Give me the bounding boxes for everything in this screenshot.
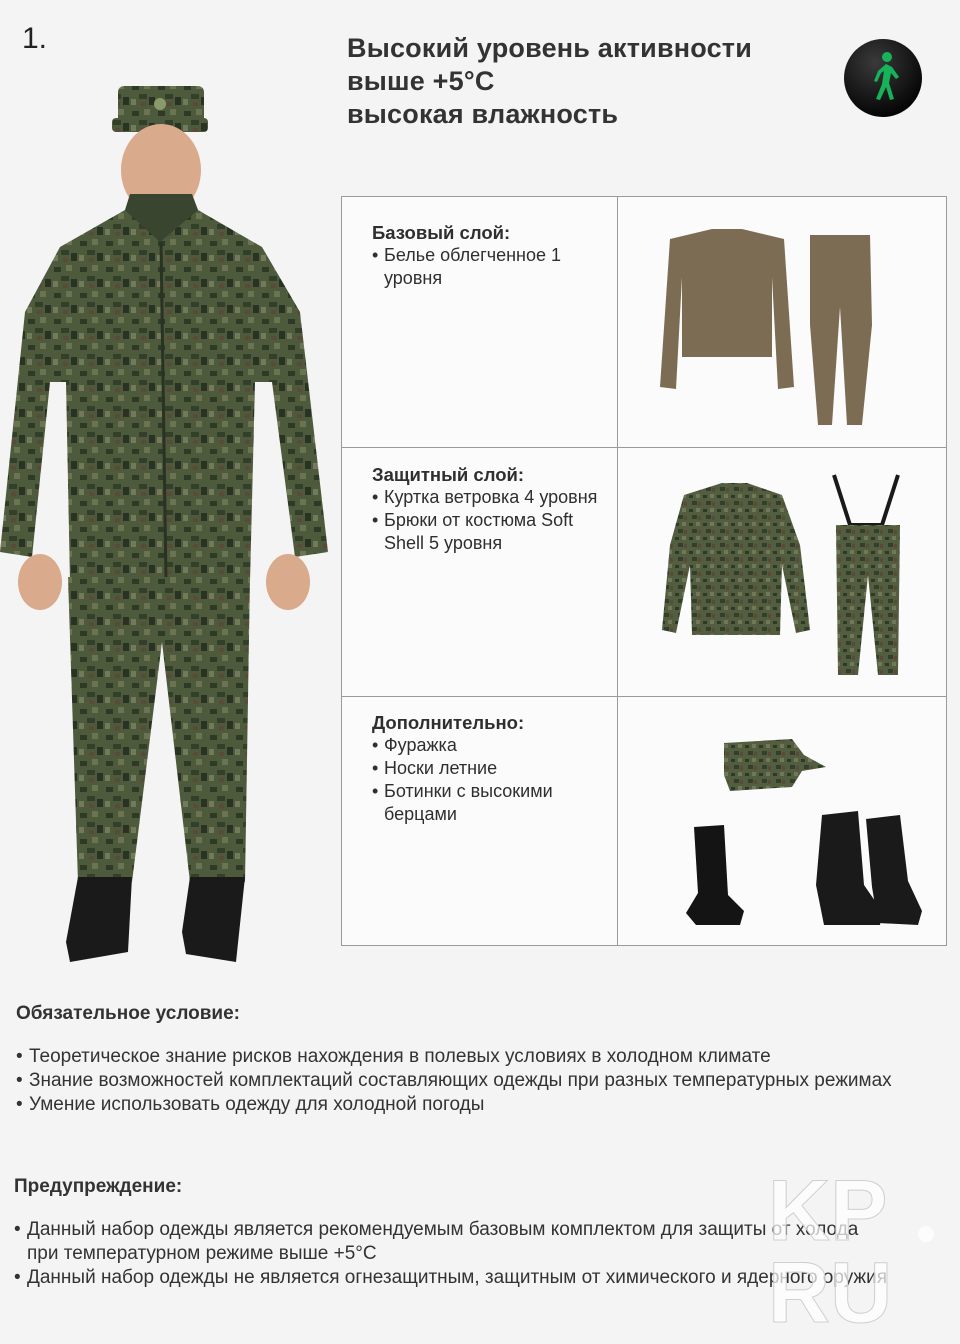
table-divider	[342, 696, 946, 697]
protective-layer-title: Защитный слой:	[372, 464, 525, 485]
walking-person-icon	[842, 37, 924, 119]
kp-ru-watermark-logo	[762, 1160, 942, 1330]
warning-title: Предупреждение:	[14, 1176, 183, 1197]
list-item: • Умение использовать одежду для холодной погоды	[16, 1093, 946, 1117]
svg-text:KP: KP	[768, 1163, 888, 1259]
base-layer-long-johns	[810, 235, 872, 425]
list-item: • Куртка ветровка 4 уровня	[372, 486, 612, 509]
base-layer-images	[632, 217, 942, 427]
base-layer-description	[372, 221, 612, 290]
windbreaker-jacket	[662, 483, 810, 635]
mandatory-conditions-section	[16, 1003, 946, 1117]
list-item: • Знание возможностей комплектаций составляющих одежды при разных температурных режимах	[16, 1069, 946, 1093]
title-line-activity: Высокий уровень активности	[347, 33, 753, 63]
protective-layer-description	[372, 463, 612, 555]
list-item: • Брюки от костюма Soft Shell 5 уровня	[372, 509, 612, 555]
additional-items-images	[632, 715, 942, 940]
title-line-temperature: выше +5°C	[347, 66, 495, 96]
summer-sock	[686, 825, 744, 925]
clothing-layers-table	[341, 196, 947, 946]
page-number: 1.	[22, 22, 48, 55]
table-divider	[617, 197, 618, 945]
title-line-humidity: высокая влажность	[347, 99, 619, 129]
soldier-figure	[0, 82, 330, 967]
additional-items-title: Дополнительно:	[372, 712, 525, 733]
list-item: • Ботинки с высокими берцами	[372, 780, 612, 826]
additional-items-description	[372, 711, 612, 826]
list-item: • Данный набор одежды не является огнезащитным, защитным от химического и ядерного оружия	[14, 1266, 894, 1290]
mandatory-conditions-title: Обязательное условие:	[16, 1003, 241, 1024]
list-item: • Теоретическое знание рисков нахождения в полевых условиях в холодном климате	[16, 1045, 946, 1069]
table-divider	[342, 447, 946, 448]
protective-layer-images	[632, 465, 942, 690]
list-item: • Данный набор одежды является рекомендуемым базовым комплектом для защиты от холода при температурном режиме выше +5°C	[14, 1218, 894, 1266]
list-item: • Белье облегченное 1 уровня	[372, 244, 612, 290]
svg-text:RU: RU	[768, 1245, 893, 1330]
page-title	[347, 32, 752, 131]
high-boots	[816, 811, 922, 925]
base-layer-title: Базовый слой:	[372, 222, 511, 243]
list-item: • Фуражка	[372, 734, 612, 757]
field-cap	[724, 739, 826, 791]
softshell-trousers	[834, 475, 898, 525]
base-layer-shirt	[660, 229, 794, 389]
list-item: • Носки летние	[372, 757, 612, 780]
